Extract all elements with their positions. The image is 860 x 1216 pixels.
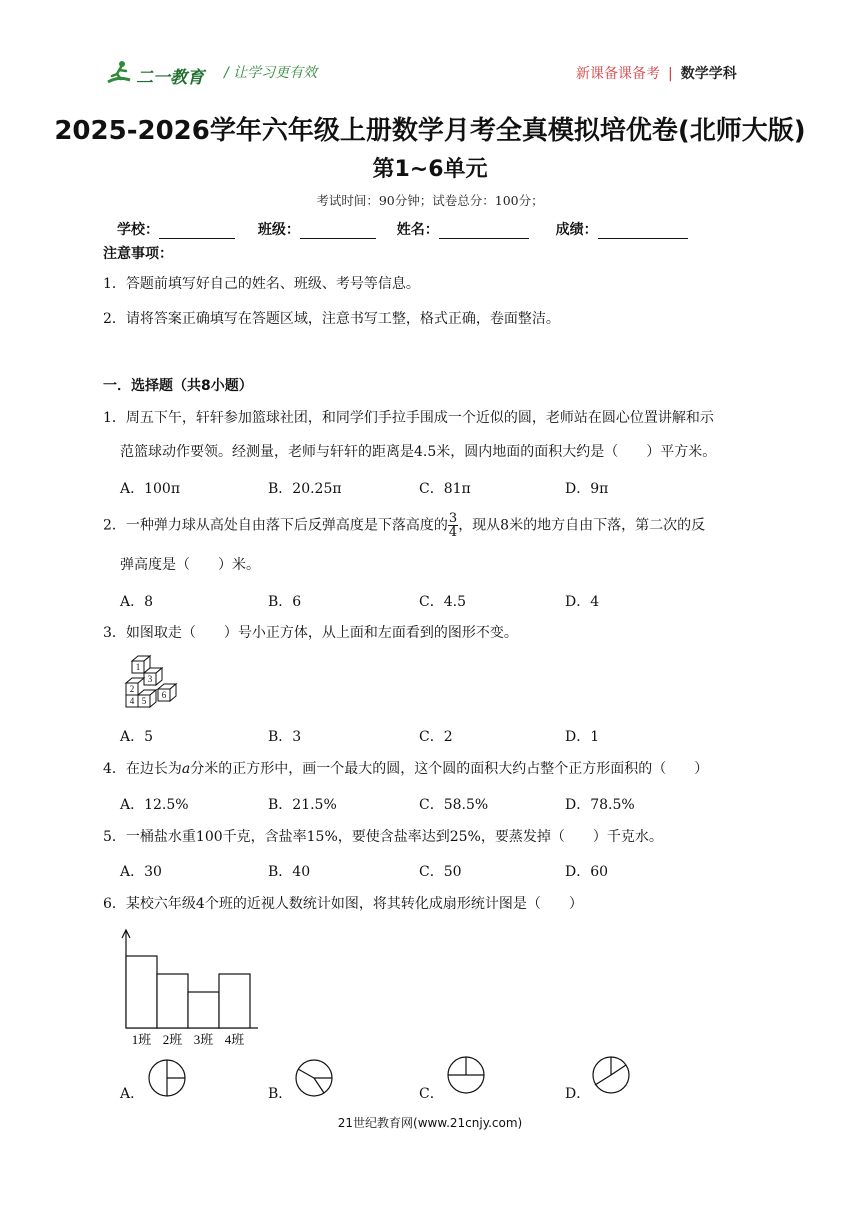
q6-pie-a[interactable] (147, 1058, 187, 1098)
question-3-line-1: 3．如图取走（ ）号小正方体，从上面和左面看到的图形不变。 (103, 625, 518, 641)
q4-option-a[interactable]: A．12.5% (120, 797, 189, 813)
student-info-line (117, 219, 688, 239)
q2-option-d[interactable]: D．4 (565, 594, 600, 610)
header-separator: | (668, 66, 673, 82)
score-label: 成绩： (555, 222, 598, 238)
header-tag-a: 新课备课备考 (576, 66, 660, 82)
question-1-line-2: 范篮球动作要领。经测量，老师与轩轩的距离是4.5米，圆内地面的面积大约是（ ）平方米。 (120, 444, 717, 460)
q2-option-b[interactable]: B．6 (268, 594, 302, 610)
q6-option-d[interactable]: D． (565, 1086, 591, 1102)
class-label: 班级： (257, 222, 300, 238)
bar-4 (219, 974, 250, 1028)
q6-option-b[interactable]: B． (268, 1086, 293, 1102)
header-tag-b: 数学学科 (680, 66, 737, 82)
q4-option-c[interactable]: C．58.5% (419, 797, 489, 813)
logo-runner-icon (104, 58, 134, 88)
q1-option-b[interactable]: B．20.25π (268, 481, 342, 497)
footer: 21世纪教育网(www.21cnjy.com) (337, 1116, 523, 1130)
question-4-line-1 (103, 759, 708, 779)
q4-text-a: 4．在边长为 (103, 761, 182, 777)
page-subtitle: 第1~6单元 (372, 157, 488, 182)
logo (104, 58, 214, 88)
q6-pie-b[interactable] (294, 1058, 334, 1098)
q2-option-c[interactable]: C．4.5 (419, 594, 466, 610)
bar-2 (157, 974, 188, 1028)
q6-option-c[interactable]: C． (419, 1086, 444, 1102)
section-heading: 一．选择题（共8小题） (103, 378, 253, 394)
bar-1 (126, 956, 157, 1028)
page-title: 2025-2026学年六年级上册数学月考全真模拟培优卷(北师大版) (54, 116, 806, 146)
q5-option-c[interactable]: C．50 (419, 864, 462, 880)
header-slogan: / 让学习更有效 (224, 65, 318, 81)
q3-option-c[interactable]: C．2 (419, 729, 453, 745)
school-label: 学校： (117, 222, 159, 238)
q2-option-a[interactable]: A．8 (120, 594, 154, 610)
x-tick-label-3: 3班 (193, 1032, 214, 1047)
cube-label-4: 4 (129, 696, 135, 706)
name-blank[interactable] (439, 224, 529, 239)
q4-option-d[interactable]: D．78.5% (565, 797, 635, 813)
question-6-line-1: 6．某校六年级4个班的近视人数统计如图，将其转化成扇形统计图是（ ） (103, 896, 583, 912)
q4-text-b: 分米的正方形中，画一个最大的圆，这个圆的面积大约占整个正方形面积的（ ） (190, 761, 709, 777)
fraction-three-quarters (448, 512, 458, 539)
q2-text-b: ，现从8米的地方自由下落，第二次的反 (458, 517, 706, 534)
question-5-line-1: 5．一桶盐水重100千克，含盐率15%，要使含盐率达到25%，要蒸发掉（ ）千克水。 (103, 829, 663, 845)
bar-3 (188, 992, 219, 1028)
x-tick-label-4: 4班 (224, 1032, 245, 1047)
q3-option-b[interactable]: B．3 (268, 729, 302, 745)
q2-text-a: 2．一种弹力球从高处自由落下后反弹高度是下落高度的 (103, 517, 448, 534)
class-blank[interactable] (300, 224, 376, 239)
q6-pie-d[interactable] (591, 1055, 631, 1095)
header-right (576, 63, 737, 83)
cube-stack-figure (120, 653, 190, 713)
notice-item-2: 2．请将答案正确填写在答题区域，注意书写工整，格式正确，卷面整洁。 (103, 311, 560, 327)
q5-option-b[interactable]: B．40 (268, 864, 311, 880)
question-1-line-1: 1．周五下午，轩轩参加篮球社团，和同学们手拉手围成一个近似的圆，老师站在圆心位置讲解和示 (103, 410, 714, 426)
q3-option-d[interactable]: D．1 (565, 729, 600, 745)
q1-option-d[interactable]: D．9π (565, 481, 609, 497)
q4-variable: a (181, 761, 191, 777)
exam-meta: 考试时间：90分钟；试卷总分：100分； (316, 193, 544, 208)
logo-text: 二一教育 (136, 68, 204, 88)
q3-option-a[interactable]: A．5 (120, 729, 154, 745)
myopia-bar-chart (116, 928, 266, 1053)
cube-label-5: 5 (141, 696, 147, 706)
x-tick-label-2: 2班 (162, 1032, 183, 1047)
fraction-numerator: 3 (448, 511, 458, 526)
cube-label-3: 3 (147, 674, 153, 684)
q6-pie-c[interactable] (446, 1055, 486, 1095)
q1-option-c[interactable]: C．81π (419, 481, 471, 497)
question-2-line-1 (103, 512, 705, 539)
q6-option-a[interactable]: A． (120, 1086, 145, 1102)
q5-option-a[interactable]: A．30 (120, 864, 162, 880)
cube-label-6: 6 (161, 690, 167, 700)
name-label: 姓名： (396, 222, 439, 238)
x-tick-label-1: 1班 (131, 1032, 152, 1047)
question-2-line-2: 弹高度是（ ）米。 (120, 557, 260, 573)
score-blank[interactable] (598, 224, 688, 239)
cube-label-1: 1 (135, 662, 141, 672)
cube-label-2: 2 (129, 684, 135, 694)
fraction-denominator: 4 (448, 525, 458, 540)
school-blank[interactable] (159, 224, 235, 239)
notice-heading: 注意事项： (103, 246, 173, 262)
notice-item-1: 1．答题前填写好自己的姓名、班级、考号等信息。 (103, 276, 420, 292)
q1-option-a[interactable]: A．100π (120, 481, 181, 497)
q4-option-b[interactable]: B．21.5% (268, 797, 337, 813)
q5-option-d[interactable]: D．60 (565, 864, 609, 880)
